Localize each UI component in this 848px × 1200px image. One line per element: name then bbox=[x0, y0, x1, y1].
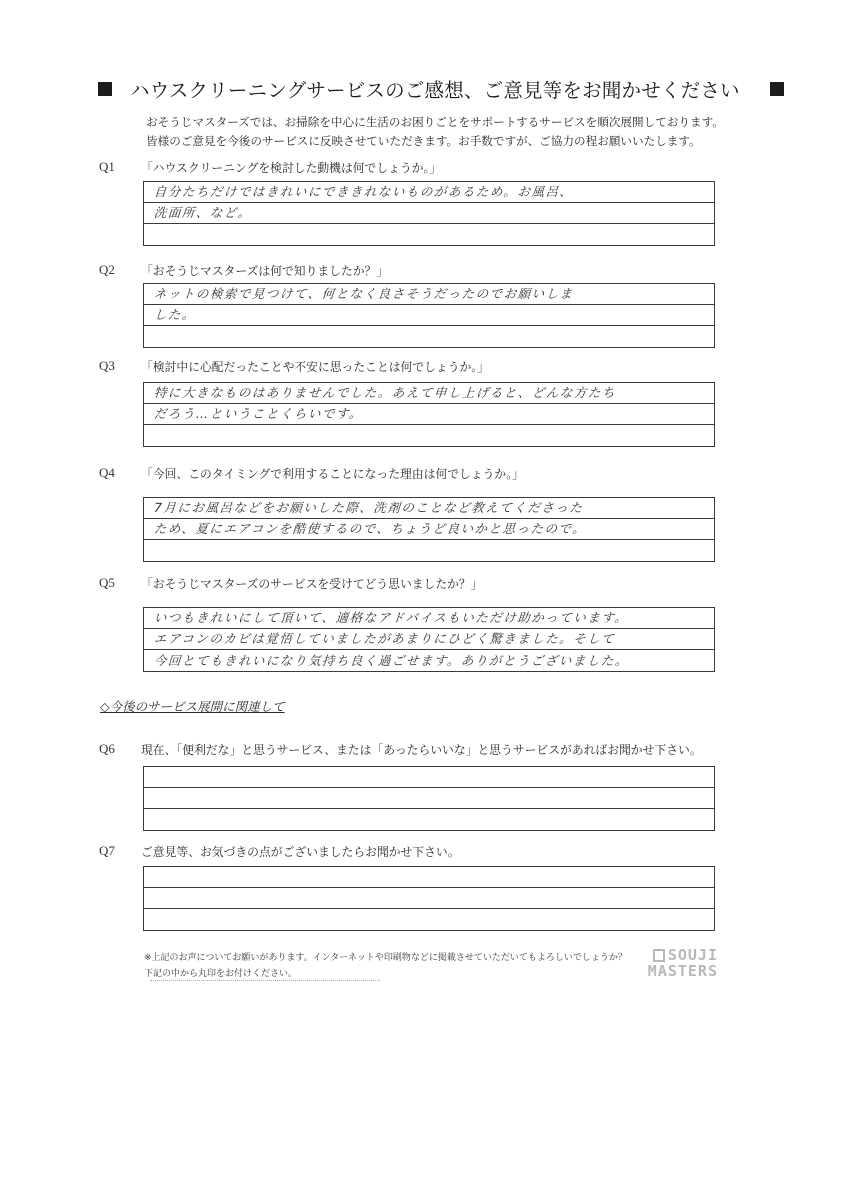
question-label-q5: Q5 bbox=[99, 575, 115, 590]
answer-box-q4[interactable] bbox=[143, 497, 715, 562]
handwritten-answer: 洗面所、など。 bbox=[153, 205, 253, 220]
answer-line bbox=[144, 909, 714, 930]
handwritten-answer: エアコンのカビは覚悟していましたがあまりにひどく驚きました。そして bbox=[153, 631, 616, 646]
answer-line bbox=[144, 498, 714, 519]
answer-box-q3[interactable] bbox=[143, 382, 715, 447]
answer-line bbox=[144, 629, 714, 650]
question-label-q4: Q4 bbox=[99, 465, 115, 480]
answer-line bbox=[144, 284, 714, 305]
question-label-q2: Q2 bbox=[99, 262, 115, 277]
logo-badge-icon bbox=[653, 949, 665, 962]
footer-note: 下記の中から丸印をお付けください。 bbox=[144, 969, 298, 979]
answer-box-q1[interactable] bbox=[143, 181, 715, 246]
logo-line2: MASTERS bbox=[647, 962, 718, 980]
question-text-q5: 「おそうじマスターズのサービスを受けてどう思いましたか？」 bbox=[141, 577, 483, 591]
answer-box-q5[interactable] bbox=[143, 607, 715, 672]
answer-line bbox=[144, 203, 714, 224]
handwritten-answer: した。 bbox=[153, 307, 197, 322]
handwritten-answer: 自分たちだけではきれいにでききれないものがあるため。お風呂、 bbox=[153, 184, 575, 199]
black-square-icon bbox=[98, 82, 112, 96]
footer-note: ※上記のお声についてお願いがあります。インターネットや印刷物などに掲載させていただいてもよろしいでしょうか？ bbox=[144, 953, 627, 963]
answer-line bbox=[144, 888, 714, 909]
intro-line: おそうじマスターズでは、お掃除を中心に生活のお困りごとをサポートするサービスを順次展開しております。 bbox=[146, 115, 724, 129]
question-text-q1: 「ハウスクリーニングを検討した動機は何でしょうか。」 bbox=[141, 161, 442, 175]
question-text-q2: 「おそうじマスターズは何で知りましたか？」 bbox=[141, 264, 389, 278]
handwritten-answer: 今回とてもきれいになり気持ち良く過ごせます。ありがとうございました。 bbox=[153, 653, 630, 668]
souji-masters-logo bbox=[608, 947, 718, 979]
answer-box-q7[interactable] bbox=[143, 866, 715, 931]
answer-line bbox=[144, 519, 714, 540]
answer-line bbox=[144, 182, 714, 203]
answer-line bbox=[144, 425, 714, 446]
answer-line bbox=[144, 383, 714, 404]
question-label-q3: Q3 bbox=[99, 358, 115, 373]
handwritten-answer: 特に大きなものはありませんでした。あえて申し上げると、どんな方たち bbox=[153, 385, 617, 400]
answer-line bbox=[144, 809, 714, 830]
black-square-icon bbox=[770, 82, 784, 96]
answer-box-q6[interactable] bbox=[143, 766, 715, 831]
handwritten-answer: だろう…ということくらいです。 bbox=[153, 406, 364, 421]
question-label-q7: Q7 bbox=[99, 843, 115, 858]
answer-line bbox=[144, 404, 714, 425]
intro-text bbox=[146, 113, 724, 151]
handwritten-answer: ネットの検索で見つけて、何となく良さそうだったのでお願いしま bbox=[153, 286, 575, 301]
answer-line bbox=[144, 305, 714, 326]
answer-line bbox=[144, 767, 714, 788]
answer-line bbox=[144, 867, 714, 888]
intro-line: 皆様のご意見を今後のサービスに反映させていただきます。お手数ですが、ご協力の程お願いいたします。 bbox=[146, 134, 701, 148]
answer-line bbox=[144, 326, 714, 347]
title-row bbox=[98, 74, 784, 104]
answer-line bbox=[144, 224, 714, 245]
question-label-q6: Q6 bbox=[99, 741, 115, 756]
handwritten-answer: 7月にお風呂などをお願いした際、洗剤のことなど教えてくださった bbox=[153, 500, 584, 515]
page-title: ハウスクリーニングサービスのご感想、ご意見等をお聞かせください bbox=[130, 79, 740, 102]
question-text-q6: 現在、「便利だな」と思うサービス、または「あったらいいな」と思うサービスがあればお聞かせ下さい。 bbox=[141, 743, 702, 757]
answer-line bbox=[144, 650, 714, 671]
question-text-q3: 「検討中に心配だったことや不安に思ったことは何でしょうか。」 bbox=[141, 360, 490, 374]
handwritten-answer: ため、夏にエアコンを酷使するので、ちょうど良いかと思ったので。 bbox=[153, 521, 587, 536]
question-text-q7: ご意見等、お気づきの点がございましたらお聞かせ下さい。 bbox=[141, 845, 460, 859]
handwritten-answer: いつもきれいにして頂いて、適格なアドバイスもいただけ助かっています。 bbox=[153, 610, 629, 625]
section-heading: ◇今後のサービス展開に関連して bbox=[100, 699, 285, 714]
faint-dotted-line bbox=[150, 980, 380, 985]
answer-line bbox=[144, 608, 714, 629]
answer-line bbox=[144, 540, 714, 561]
answer-box-q2[interactable] bbox=[143, 283, 715, 348]
question-text-q4: 「今回、このタイミングで利用することになった理由は何でしょうか。」 bbox=[141, 467, 524, 481]
question-label-q1: Q1 bbox=[99, 159, 115, 174]
logo-line1: SOUJI bbox=[667, 946, 718, 964]
answer-line bbox=[144, 788, 714, 809]
